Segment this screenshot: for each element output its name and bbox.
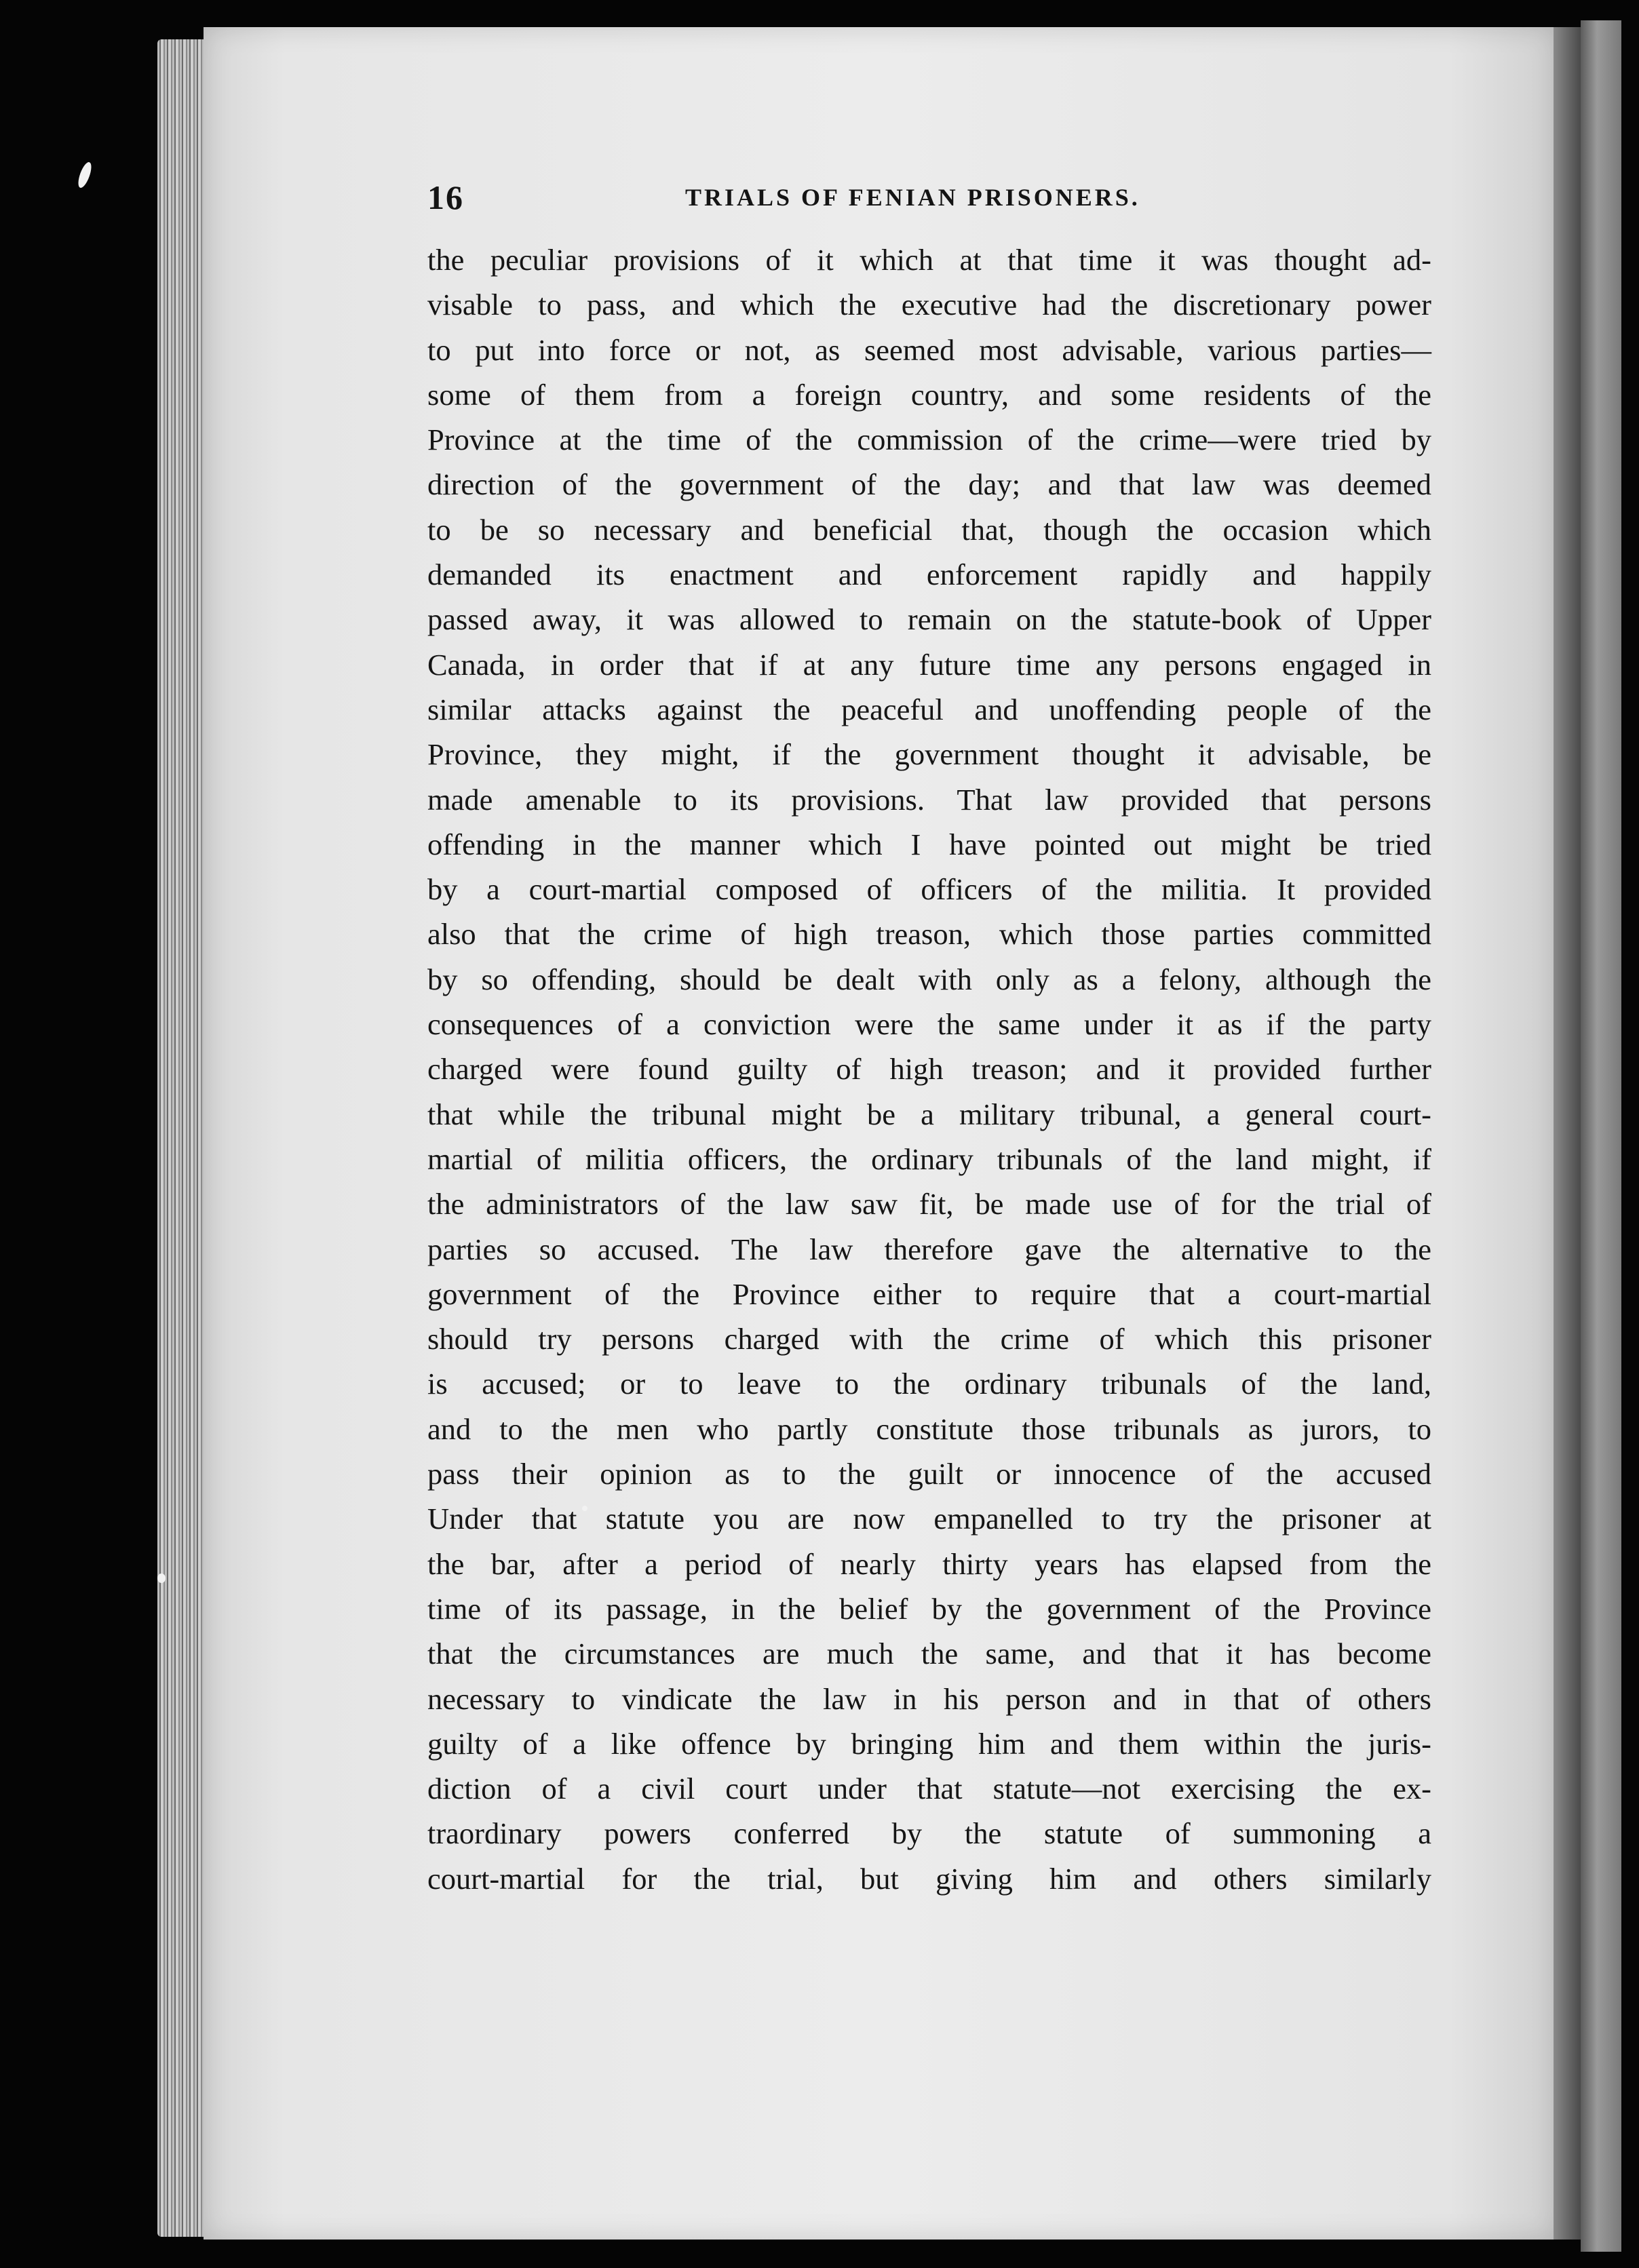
- text-line: martial of militia officers, the ordinary tribunals of the land might, if: [427, 1141, 1431, 1176]
- running-title: TRIALS OF FENIAN PRISONERS.: [685, 184, 1140, 211]
- text-line: also that the crime of high treason, which those parties committed: [427, 917, 1431, 952]
- text-line: demanded its enactment and enforcement rapidly and happily: [427, 558, 1431, 592]
- text-line: guilty of a like offence by bringing him and them within the juris-: [427, 1726, 1431, 1761]
- text-line: the bar, after a period of nearly thirty years has elapsed from the: [427, 1546, 1431, 1581]
- text-line: parties so accused. The law therefore gave the alternative to the: [427, 1232, 1431, 1266]
- text-line: government of the Province either to require that a court-martial: [427, 1276, 1431, 1311]
- text-line: offending in the manner which I have pointed out might be tried: [427, 827, 1431, 861]
- text-line: diction of a civil court under that statute—not exercising the ex-: [427, 1772, 1431, 1806]
- text-line: court-martial for the trial, but giving him and others similarly: [427, 1861, 1431, 1896]
- text-line: similar attacks against the peaceful and unoffending people of the: [427, 692, 1431, 726]
- text-line: Province at the time of the commission of the crime—were tried by: [427, 423, 1431, 457]
- text-line: to put into force or not, as seemed most advisable, various parties—: [427, 332, 1431, 367]
- text-line: Under that statute you are now empanelled to try the prisoner at: [427, 1502, 1431, 1536]
- body-text: [427, 237, 1431, 1901]
- text-line: the peculiar provisions of it which at that time it was thought ad-: [427, 243, 1431, 277]
- text-line: that the circumstances are much the same, and that it has become: [427, 1637, 1431, 1671]
- text-line: time of its passage, in the belief by the government of the Province: [427, 1591, 1431, 1626]
- text-line: traordinary powers conferred by the statute of summoning a: [427, 1816, 1431, 1851]
- text-line: Province, they might, if the government thought it advisable, be: [427, 737, 1431, 772]
- text-line: and to the men who partly constitute those tribunals as jurors, to: [427, 1411, 1431, 1446]
- text-line: visable to pass, and which the executive had the discretionary power: [427, 288, 1431, 322]
- binding-shadow: [1554, 27, 1581, 2240]
- book-cover-edge: [1581, 20, 1621, 2252]
- running-head: [427, 178, 1431, 218]
- text-line: to be so necessary and beneficial that, though the occasion which: [427, 512, 1431, 547]
- text-line: consequences of a conviction were the same under it as if the party: [427, 1007, 1431, 1042]
- page-number: 16: [427, 178, 464, 216]
- text-line: necessary to vindicate the law in his person and in that of others: [427, 1681, 1431, 1716]
- scan-speck: [157, 1573, 166, 1583]
- text-line: Canada, in order that if at any future time any persons engaged in: [427, 647, 1431, 682]
- text-line: the administrators of the law saw fit, be made use of for the trial of: [427, 1187, 1431, 1221]
- text-line: some of them from a foreign country, and some residents of the: [427, 377, 1431, 412]
- text-line: made amenable to its provisions. That law provided that persons: [427, 782, 1431, 817]
- text-line: by a court-martial composed of officers of the militia. It provided: [427, 872, 1431, 907]
- text-line: pass their opinion as to the guilt or innocence of the accused: [427, 1457, 1431, 1491]
- text-line: is accused; or to leave to the ordinary tribunals of the land,: [427, 1367, 1431, 1401]
- text-line: charged were found guilty of high treason; and it provided further: [427, 1052, 1431, 1087]
- text-line: passed away, it was allowed to remain on the statute-book of Upper: [427, 602, 1431, 637]
- text-line: direction of the government of the day; and that law was deemed: [427, 467, 1431, 502]
- text-line: should try persons charged with the crime of which this prisoner: [427, 1322, 1431, 1356]
- text-line: that while the tribunal might be a military tribunal, a general court-: [427, 1097, 1431, 1131]
- text-line: by so offending, should be dealt with only as a felony, although the: [427, 962, 1431, 996]
